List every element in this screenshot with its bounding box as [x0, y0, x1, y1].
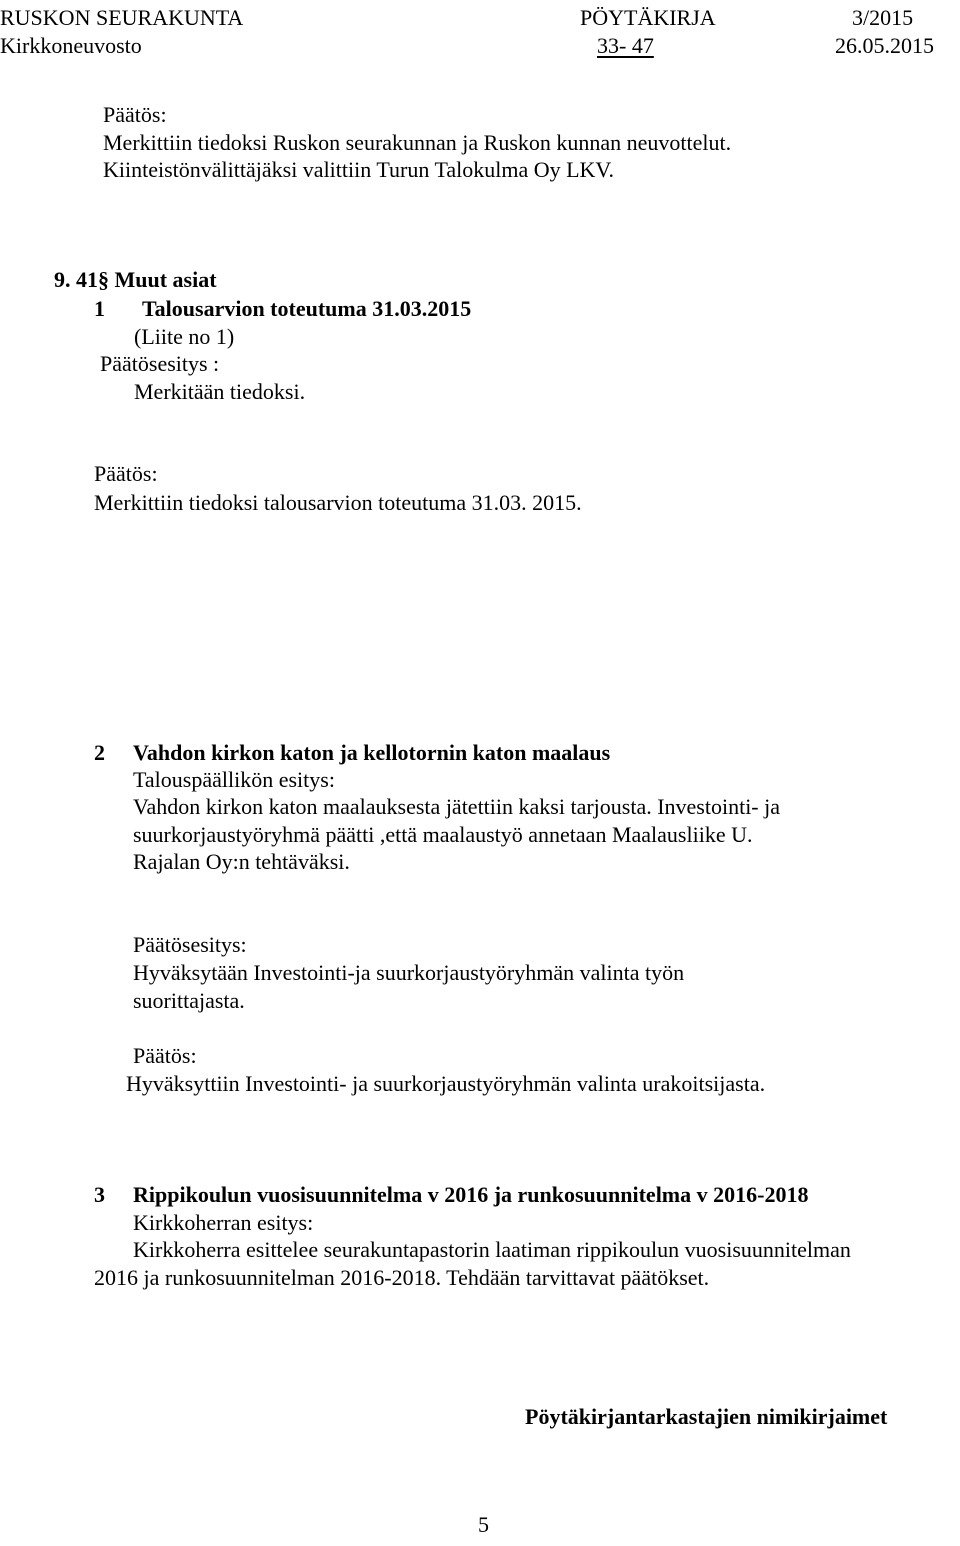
sub2-body-line-2: suurkorjaustyöryhmä päätti ,että maalaustyö annetaan Maalausliike U.	[133, 822, 753, 847]
sub1-number: 1	[94, 296, 105, 321]
sub3-number: 3	[94, 1182, 105, 1207]
sub2-number: 2	[94, 740, 105, 765]
header-org: RUSKON SEURAKUNTA	[0, 5, 244, 30]
sub2-proposer: Talouspäällikön esitys:	[133, 767, 335, 792]
sub3-body-line-1: Kirkkoherra esittelee seurakuntapastorin laatiman rippikoulun vuosisuunnitelman	[133, 1237, 851, 1262]
top-decision-label: Päätös:	[103, 102, 167, 127]
sub1-proposal-text: Merkitään tiedoksi.	[134, 379, 306, 404]
item9-heading: 9. 41§ Muut asiat	[54, 267, 217, 292]
sub1-proposal-label: Päätösesitys :	[100, 351, 220, 376]
sub3-title: Rippikoulun vuosisuunnitelma v 2016 ja runkosuunnitelma v 2016-2018	[133, 1182, 809, 1207]
header-date: 26.05.2015	[835, 33, 934, 58]
header-doc-type: PÖYTÄKIRJA	[580, 5, 716, 30]
sub2-decision-text: Hyväksyttiin Investointi- ja suurkorjaustyöryhmän valinta urakoitsijasta.	[126, 1071, 766, 1096]
sub2-proposal-line-2: suorittajasta.	[133, 988, 245, 1013]
header-doc-number: 3/2015	[852, 5, 914, 30]
top-decision-line-1: Merkittiin tiedoksi Ruskon seurakunnan ja Ruskon kunnan neuvottelut.	[103, 130, 732, 155]
sub1-title: Talousarvion toteutuma 31.03.2015	[142, 296, 472, 321]
top-decision-line-2: Kiinteistönvälittäjäksi valittiin Turun Talokulma Oy LKV.	[103, 157, 614, 182]
sub2-body-line-3: Rajalan Oy:n tehtäväksi.	[133, 849, 350, 874]
sub2-proposal-label: Päätösesitys:	[133, 932, 247, 957]
sub1-decision-label: Päätös:	[94, 461, 158, 486]
sub1-attachment: (Liite no 1)	[134, 324, 235, 349]
initials-label: Pöytäkirjantarkastajien nimikirjaimet	[525, 1404, 888, 1429]
sub2-body-line-1: Vahdon kirkon katon maalauksesta jätettiin kaksi tarjousta. Investointi- ja	[133, 794, 781, 819]
sub3-body-line-2: 2016 ja runkosuunnitelman 2016-2018. Tehdään tarvittavat päätökset.	[94, 1265, 710, 1290]
sub2-proposal-line-1: Hyväksytään Investointi-ja suurkorjaustyöryhmän valinta työn	[133, 960, 685, 985]
header-sections: 33- 47	[597, 33, 654, 58]
sub2-title: Vahdon kirkon katon ja kellotornin katon maalaus	[133, 740, 611, 765]
sub3-proposer: Kirkkoherran esitys:	[133, 1210, 314, 1235]
page-number: 5	[478, 1512, 489, 1537]
header-body: Kirkkoneuvosto	[0, 33, 142, 58]
sub1-decision-text: Merkittiin tiedoksi talousarvion toteutuma 31.03. 2015.	[94, 490, 582, 515]
sub2-decision-label: Päätös:	[133, 1043, 197, 1068]
